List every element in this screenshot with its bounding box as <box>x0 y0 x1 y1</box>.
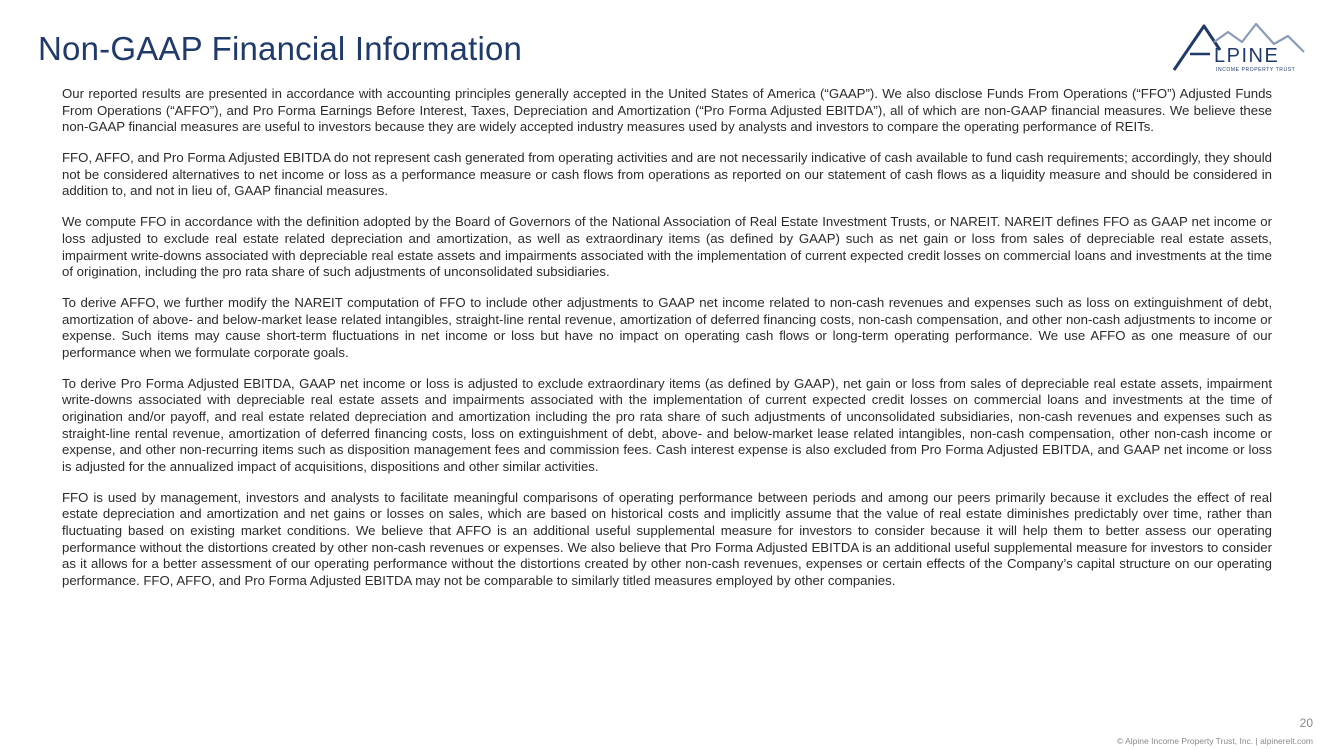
paragraph-gaap-disclosure: Our reported results are presented in accordance with accounting principles generally accepted in the United States of America (“GAAP”). We also disclose Funds From Operations (“FFO”) Adjusted Funds From Operations (“AFFO”), and Pro Forma Earnings Before Interest, Taxes, Depreciation and Amortization (“Pro Forma Adjusted EBITDA”), all of which are non-GAAP financial measures. We believe these non-GAAP financial measures are useful to investors because they are widely accepted industry measures used by analysts and investors to compare the operating performance of REITs. <box>62 86 1272 135</box>
logo-tagline: INCOME PROPERTY TRUST <box>1216 67 1296 73</box>
footer-copyright: © Alpine Income Property Trust, Inc. | alpinereit.com <box>1116 736 1313 746</box>
body-text <box>62 86 1272 604</box>
logo-wordmark: LPINE <box>1214 45 1280 67</box>
page-number: 20 <box>1299 716 1313 730</box>
page-title: Non-GAAP Financial Information <box>38 30 523 67</box>
paragraph-usefulness: FFO is used by management, investors and analysts to facilitate meaningful comparisons of operating performance between periods and among our peers primarily because it excludes the effect of real estate depreciation and amortization and net gains or losses on sales, which are based on historical costs and implicitly assume that the value of real estate diminishes predictably over time, rather than fluctuating based on existing market conditions. We believe that AFFO is an additional useful supplemental measure for investors to consider because it will help them to better assess our operating performance without the distortions created by other non-cash revenues or expenses. We also believe that Pro Forma Adjusted EBITDA is an additional useful supplemental measure for investors to consider as it allows for a better assessment of our operating performance without the distortions created by other non-cash revenues, expenses or certain effects of the Company’s capital structure on our operating performance. FFO, AFFO, and Pro Forma Adjusted EBITDA may not be comparable to similarly titled measures employed by other companies. <box>62 489 1272 588</box>
paragraph-cash-disclaimer: FFO, AFFO, and Pro Forma Adjusted EBITDA do not represent cash generated from operating activities and are not necessarily indicative of cash available to fund cash requirements; accordingly, they should not be considered alternatives to net income or loss as a performance measure or cash flows from operations as reported on our statement of cash flows as a liquidity measure and should be considered in addition to, and not in lieu of, GAAP financial measures. <box>62 150 1272 199</box>
paragraph-affo-definition: To derive AFFO, we further modify the NAREIT computation of FFO to include other adjustments to GAAP net income related to non-cash revenues and expenses such as loss on extinguishment of debt, amortization of above- and below-market lease related intangibles, straight-line rental revenue, amortization of deferred financing costs, non-cash compensation, and other non-cash adjustments to income or expense. Such items may cause short-term fluctuations in net income or loss but have no impact on operating cash flows or long-term operating performance. We use AFFO as one measure of our performance when we formulate corporate goals. <box>62 295 1272 360</box>
mountain-logo-icon <box>1170 20 1310 74</box>
paragraph-ebitda-definition: To derive Pro Forma Adjusted EBITDA, GAAP net income or loss is adjusted to exclude extraordinary items (as defined by GAAP), net gain or loss from sales of depreciable real estate assets, impairment write-downs associated with depreciable real estate assets and impairments associated with the implementation of current expected credit losses on commercial loans and investments at the time of origination and/or payoff, and real estate related depreciation and amortization including the pro rata share of such adjustments of unconsolidated subsidiaries, non-cash revenues and expenses such as straight-line rental revenue, amortization of deferred financing costs, loss on extinguishment of debt, above- and below-market lease related intangibles, non-cash compensation, other non-cash income or expense, and other non-recurring items such as disposition management fees and commission fees. Cash interest expense is also excluded from Pro Forma Adjusted EBITDA, and GAAP net income or loss is adjusted for the annualized impact of acquisitions, dispositions and other similar activities. <box>62 375 1272 474</box>
company-logo <box>1170 20 1310 74</box>
paragraph-ffo-definition: We compute FFO in accordance with the definition adopted by the Board of Governors of the National Association of Real Estate Investment Trusts, or NAREIT. NAREIT defines FFO as GAAP net income or loss adjusted to exclude real estate related depreciation and amortization, as well as extraordinary items (as defined by GAAP) such as net gain or loss from sales of depreciable real estate assets, impairment write-downs associated with depreciable real estate assets and impairments associated with the implementation of current expected credit losses on commercial loans and investments at the time of origination, including the pro rata share of such adjustments of unconsolidated subsidiaries. <box>62 214 1272 280</box>
